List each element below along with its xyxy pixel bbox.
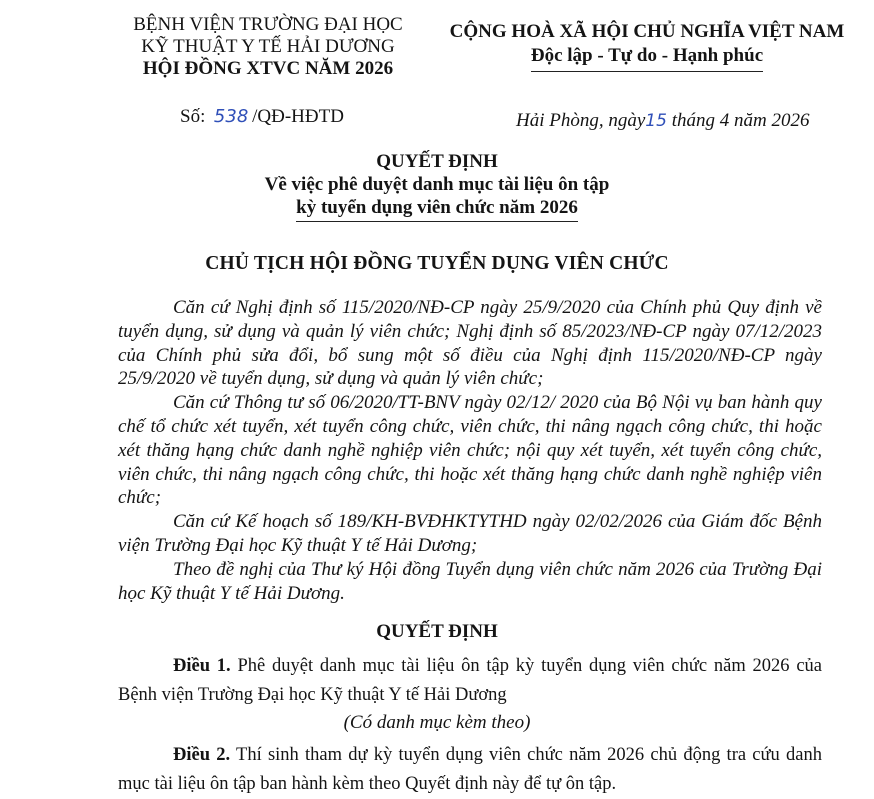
doc-number-suffix: /QĐ-HĐTD bbox=[252, 106, 344, 127]
article-1 bbox=[118, 652, 822, 710]
legal-basis-item: Căn cứ Kế hoạch số 189/KH-BVĐHKTYTHD ngày 02/02/2026 của Giám đốc Bệnh viện Trường Đại học Kỹ thuật Y tế Hải Dương; bbox=[118, 511, 822, 556]
org-name-line2: KỸ THUẬT Y TẾ HẢI DƯƠNG bbox=[141, 36, 395, 57]
issuing-organization bbox=[88, 14, 448, 80]
document-title bbox=[150, 150, 724, 222]
date-suffix: tháng 4 năm 2026 bbox=[671, 110, 810, 131]
date-prefix: Hải Phòng, ngày bbox=[516, 110, 646, 131]
authority-heading: CHỦ TỊCH HỘI ĐỒNG TUYỂN DỤNG VIÊN CHỨC bbox=[205, 253, 669, 274]
date-day-handwritten: 15 bbox=[645, 111, 667, 131]
org-name-line1: BỆNH VIỆN TRƯỜNG ĐẠI HỌC bbox=[133, 14, 403, 35]
doc-number-handwritten: 538 bbox=[213, 106, 249, 127]
council-name: HỘI ĐỒNG XTVC NĂM 2026 bbox=[142, 58, 394, 79]
decision-heading: QUYẾT ĐỊNH bbox=[376, 621, 498, 642]
legal-basis-item: Căn cứ Thông tư số 06/2020/TT-BNV ngày 02/12/ 2020 của Bộ Nội vụ ban hành quy chế tổ chức xét tuyển, xét tuyển công chức, viên chức, thi nâng ngạch công chức, thi hoặc xét thăng hạng chức danh nghề nghiệp viên chức; nội quy xét tuyển, xét tuyển công chức, viên chức, thi nâng ngạch công chức, thi hoặc xét thăng hạng chức danh nghề nghiệp viên chức; bbox=[118, 392, 822, 509]
legal-basis-item: Theo đề nghị của Thư ký Hội đồng Tuyển dụng viên chức năm 2026 của Trường Đại học Kỹ thuật Y tế Hải Dương. bbox=[118, 558, 822, 604]
article-2-label: Điều 2. bbox=[173, 745, 231, 765]
subject-line1: Về việc phê duyệt danh mục tài liệu ôn tập bbox=[264, 174, 610, 195]
title-heading: QUYẾT ĐỊNH bbox=[376, 151, 498, 172]
article-1-label: Điều 1. bbox=[173, 656, 231, 676]
document-number bbox=[180, 106, 344, 128]
place-and-date bbox=[516, 110, 809, 132]
doc-number-prefix: Số: bbox=[180, 106, 206, 127]
national-motto: Độc lập - Tự do - Hạnh phúc bbox=[531, 44, 763, 72]
country-name: CỘNG HOÀ XÃ HỘI CHỦ NGHĨA VIỆT NAM bbox=[449, 21, 845, 42]
subject-line2: kỳ tuyển dụng viên chức năm 2026 bbox=[296, 196, 578, 222]
legal-basis bbox=[118, 296, 822, 605]
article-2 bbox=[118, 741, 822, 799]
article-2-text: Thí sinh tham dự kỳ tuyển dụng viên chức năm 2026 chủ động tra cứu danh mục tài liệu ôn tập ban hành kèm theo Quyết định này để tự ôn tập. bbox=[118, 745, 822, 794]
article-1-text: Phê duyệt danh mục tài liệu ôn tập kỳ tuyển dụng viên chức năm 2026 của Bệnh viện Trường Đại học Kỹ thuật Y tế Hải Dương bbox=[118, 656, 823, 705]
national-header bbox=[432, 20, 862, 72]
legal-basis-item: Căn cứ Nghị định số 115/2020/NĐ-CP ngày 25/9/2020 của Chính phủ Quy định về tuyển dụng, sử dụng và quản lý viên chức; Nghị định số 85/2023/NĐ-CP ngày 07/12/2023 của Chính phủ sửa đổi, bổ sung một số điều của Nghị định 115/2020/NĐ-CP ngày 25/9/2020 về tuyển dụng, sử dụng và quản lý viên chức; bbox=[118, 297, 822, 390]
attachment-note: (Có danh mục kèm theo) bbox=[343, 712, 531, 733]
